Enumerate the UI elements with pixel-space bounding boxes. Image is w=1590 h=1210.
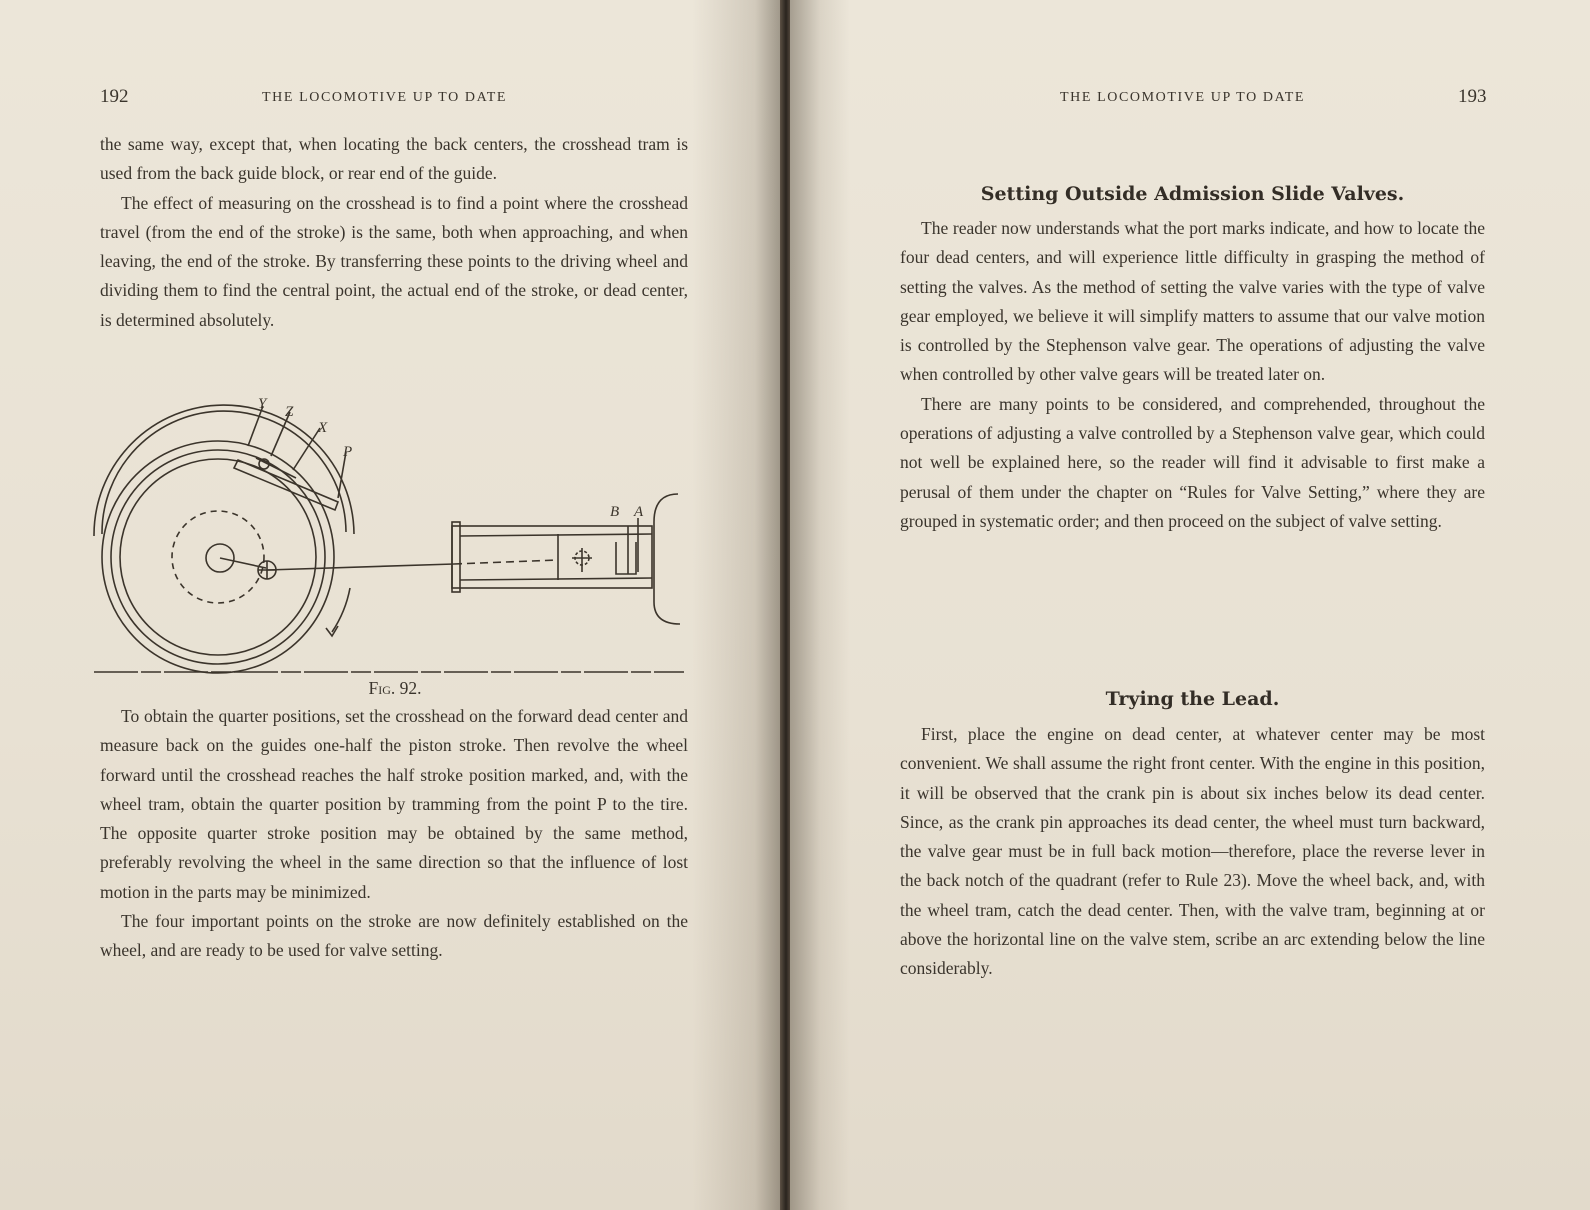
running-head-right: THE LOCOMOTIVE UP TO DATE — [1060, 90, 1306, 105]
label-x: X — [318, 420, 328, 436]
section-heading: Trying the Lead. — [1105, 688, 1280, 710]
paragraph: The four important points on the stroke are now definitely established on the wheel, and are ready to be used for valve setting. — [100, 911, 688, 961]
section-heading: Setting Outside Admission Slide Valves. — [980, 183, 1405, 205]
tram-bar — [234, 460, 338, 510]
page-number-right: 193 — [1458, 86, 1487, 107]
crank-path — [172, 511, 264, 603]
running-head-left: THE LOCOMOTIVE UP TO DATE — [262, 90, 508, 105]
wheel-inner — [120, 459, 316, 655]
label-p: P — [343, 444, 353, 460]
left-text-top — [100, 130, 688, 335]
fig-92-drawing — [88, 392, 698, 692]
paragraph: To obtain the quarter positions, set the crosshead on the forward dead center and measure back on the guides one-half the piston stroke. Then revolve the wheel forward until the crosshead reaches the half stroke position marked, and, with the wheel tram, obtain the quarter position by tramming from the point P to the tire. The opposite quarter stroke position may be obtained by the same method, preferably revolving the wheel in the same direction so that the influence of lost motion in the parts may be minimized. — [100, 706, 688, 902]
paragraph: The effect of measuring on the crosshead is to find a point where the crosshead travel (from the end of the stroke) is the same, both when approaching, and when leaving, the end of the stroke. By transferring these points to the driving wheel and dividing them to find the central point, the actual end of the stroke, or dead center, is determined absolutely. — [100, 192, 688, 330]
page-number-left: 192 — [100, 86, 129, 107]
label-z: Z — [285, 404, 294, 420]
wheel-tire — [102, 441, 334, 673]
main-rod — [267, 564, 454, 570]
label-y: Y — [258, 396, 267, 412]
label-b: B — [610, 504, 620, 520]
right-text-section1 — [900, 214, 1485, 536]
right-page — [790, 0, 1590, 1210]
paragraph: The reader now understands what the port marks indicate, and how to locate the four dead centers, and will experience little difficulty in grasping the method of setting the valves. As the method of setting the valve varies with the type of valve gear employed, we believe it will simplify matters to assume that our valve motion is controlled by the Stephenson valve gear. The operations of adjusting the valve when controlled by other valve gears will be treated later on. — [900, 218, 1485, 385]
left-text-bottom — [100, 702, 688, 966]
paragraph: First, place the engine on dead center, at whatever center may be most convenient. We shall assume the right front center. With the engine in this position, it will be observed that the crank pin is about six inches below its dead center. Since, as the crank pin approaches its dead center, the wheel must turn backward, the valve gear must be in full back motion—therefore, place the reverse lever in the back notch of the quadrant (refer to Rule 23). Move the wheel back, and, with the wheel tram, catch the dead center. Then, with the valve tram, beginning at or above the horizontal line on the valve stem, scribe an arc extending below the line considerably. — [900, 724, 1485, 979]
wheel-rim — [111, 450, 325, 664]
right-text-section2 — [900, 720, 1485, 984]
left-page — [0, 0, 782, 1210]
figure-caption: Fig. 92. — [368, 678, 422, 698]
paragraph: There are many points to be considered, and comprehended, throughout the operations of adjusting a valve controlled by a Stephenson valve gear, which could not well be explained here, so the reader will find it advisable to first make a perusal of them under the chapter on “Rules for Valve Setting,” where they are grouped in systematic order; and then proceed on the subject of valve setting. — [900, 393, 1485, 531]
wheel-tread-arc — [94, 405, 354, 536]
paragraph: the same way, except that, when locating the back centers, the crosshead tram is used from the back guide block, or rear end of the guide. — [100, 134, 688, 184]
label-a: A — [634, 504, 644, 520]
